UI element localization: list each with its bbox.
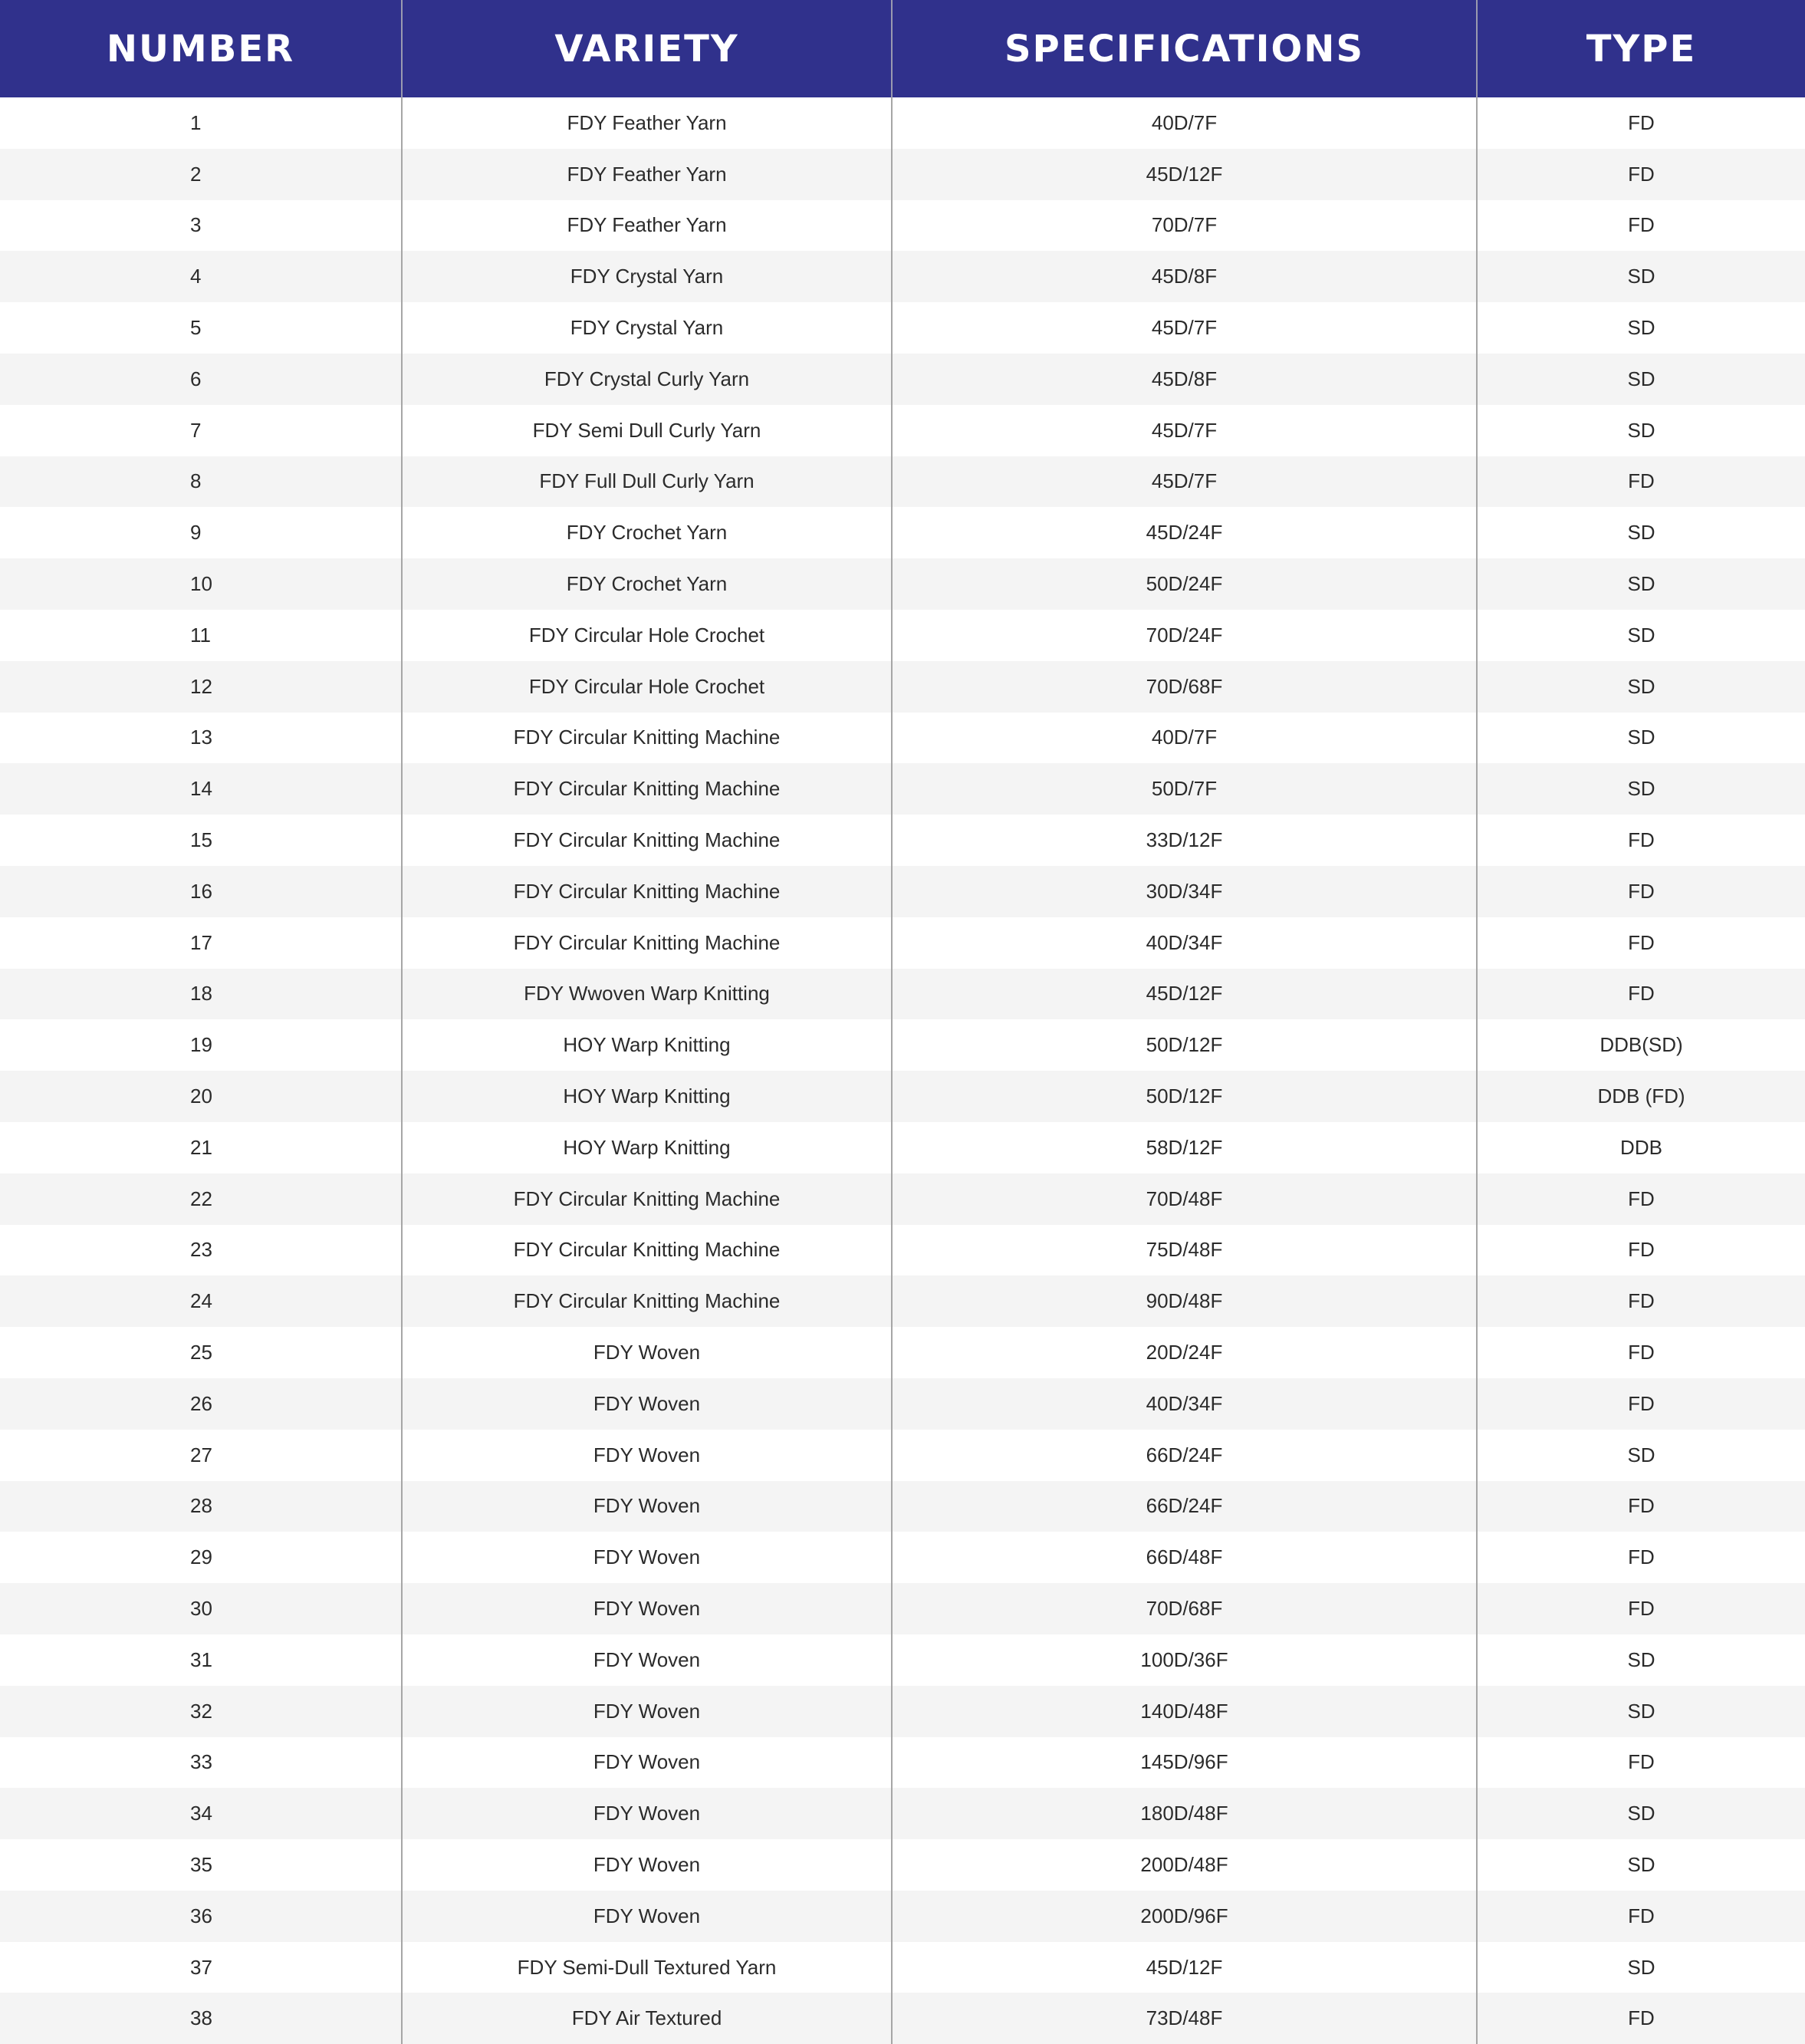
cell-type: SD: [1477, 1430, 1805, 1481]
cell-specifications: 90D/48F: [892, 1275, 1477, 1327]
cell-specifications: 30D/34F: [892, 866, 1477, 917]
table-body: [0, 97, 1805, 2044]
cell-specifications: 40D/34F: [892, 917, 1477, 969]
cell-number: 36: [0, 1891, 402, 1942]
cell-specifications: 45D/12F: [892, 969, 1477, 1020]
table-row: [0, 917, 1805, 969]
cell-variety: FDY Crystal Yarn: [402, 302, 892, 354]
cell-specifications: 70D/24F: [892, 610, 1477, 661]
cell-number: 4: [0, 251, 402, 302]
cell-type: FD: [1477, 200, 1805, 252]
cell-type: SD: [1477, 610, 1805, 661]
cell-type: FD: [1477, 969, 1805, 1020]
cell-variety: FDY Circular Knitting Machine: [402, 1275, 892, 1327]
table-row: [0, 1634, 1805, 1686]
table-row: [0, 969, 1805, 1020]
table-row: [0, 1788, 1805, 1839]
cell-type: FD: [1477, 1583, 1805, 1634]
table-row: [0, 1942, 1805, 1993]
cell-variety: FDY Circular Knitting Machine: [402, 1173, 892, 1225]
table-row: [0, 661, 1805, 713]
cell-type: FD: [1477, 1225, 1805, 1276]
cell-type: SD: [1477, 302, 1805, 354]
cell-number: 28: [0, 1481, 402, 1532]
table-row: [0, 1225, 1805, 1276]
cell-number: 11: [0, 610, 402, 661]
table-row: [0, 456, 1805, 508]
cell-specifications: 45D/12F: [892, 149, 1477, 200]
table-row: [0, 1839, 1805, 1891]
cell-type: FD: [1477, 456, 1805, 508]
cell-number: 26: [0, 1378, 402, 1430]
cell-specifications: 75D/48F: [892, 1225, 1477, 1276]
cell-specifications: 50D/7F: [892, 763, 1477, 815]
header-type: TYPE: [1477, 0, 1805, 97]
cell-specifications: 45D/7F: [892, 405, 1477, 456]
cell-number: 10: [0, 558, 402, 610]
cell-type: DDB (FD): [1477, 1071, 1805, 1122]
cell-specifications: 66D/24F: [892, 1430, 1477, 1481]
cell-number: 31: [0, 1634, 402, 1686]
cell-variety: FDY Feather Yarn: [402, 149, 892, 200]
table-row: [0, 1686, 1805, 1737]
header-row: [0, 0, 1805, 97]
cell-specifications: 40D/7F: [892, 713, 1477, 764]
table-row: [0, 1071, 1805, 1122]
header-specifications: SPECIFICATIONS: [892, 0, 1477, 97]
cell-type: SD: [1477, 405, 1805, 456]
table-row: [0, 558, 1805, 610]
cell-specifications: 73D/48F: [892, 1993, 1477, 2044]
cell-type: SD: [1477, 1634, 1805, 1686]
cell-specifications: 50D/24F: [892, 558, 1477, 610]
table-row: [0, 1891, 1805, 1942]
table-row: [0, 1737, 1805, 1789]
cell-type: FD: [1477, 866, 1805, 917]
header-number: NUMBER: [0, 0, 402, 97]
cell-type: SD: [1477, 1788, 1805, 1839]
cell-number: 22: [0, 1173, 402, 1225]
cell-variety: FDY Circular Knitting Machine: [402, 815, 892, 866]
cell-number: 12: [0, 661, 402, 713]
cell-type: SD: [1477, 354, 1805, 405]
cell-type: SD: [1477, 763, 1805, 815]
cell-variety: FDY Circular Hole Crochet: [402, 661, 892, 713]
cell-variety: FDY Air Textured: [402, 1993, 892, 2044]
table-row: [0, 1430, 1805, 1481]
cell-type: DDB(SD): [1477, 1019, 1805, 1071]
cell-number: 5: [0, 302, 402, 354]
table-row: [0, 1583, 1805, 1634]
cell-number: 13: [0, 713, 402, 764]
cell-type: FD: [1477, 1532, 1805, 1583]
table-row: [0, 1327, 1805, 1378]
cell-variety: FDY Semi-Dull Textured Yarn: [402, 1942, 892, 1993]
cell-number: 3: [0, 200, 402, 252]
cell-variety: FDY Crochet Yarn: [402, 507, 892, 558]
header-variety: VARIETY: [402, 0, 892, 97]
cell-number: 32: [0, 1686, 402, 1737]
table-row: [0, 507, 1805, 558]
cell-variety: FDY Woven: [402, 1737, 892, 1789]
table-row: [0, 97, 1805, 149]
cell-type: FD: [1477, 917, 1805, 969]
cell-variety: FDY Circular Knitting Machine: [402, 763, 892, 815]
cell-type: FD: [1477, 1173, 1805, 1225]
cell-number: 38: [0, 1993, 402, 2044]
cell-specifications: 58D/12F: [892, 1122, 1477, 1173]
cell-variety: FDY Woven: [402, 1788, 892, 1839]
cell-number: 14: [0, 763, 402, 815]
cell-variety: FDY Semi Dull Curly Yarn: [402, 405, 892, 456]
cell-type: FD: [1477, 1327, 1805, 1378]
cell-variety: FDY Woven: [402, 1430, 892, 1481]
cell-type: DDB: [1477, 1122, 1805, 1173]
cell-number: 29: [0, 1532, 402, 1583]
cell-specifications: 40D/34F: [892, 1378, 1477, 1430]
cell-type: SD: [1477, 661, 1805, 713]
cell-variety: FDY Woven: [402, 1532, 892, 1583]
cell-variety: FDY Woven: [402, 1686, 892, 1737]
cell-number: 16: [0, 866, 402, 917]
cell-variety: FDY Crystal Yarn: [402, 251, 892, 302]
cell-specifications: 66D/24F: [892, 1481, 1477, 1532]
cell-specifications: 70D/68F: [892, 1583, 1477, 1634]
cell-variety: FDY Woven: [402, 1891, 892, 1942]
cell-type: SD: [1477, 1839, 1805, 1891]
cell-type: FD: [1477, 1891, 1805, 1942]
cell-number: 9: [0, 507, 402, 558]
cell-number: 34: [0, 1788, 402, 1839]
cell-number: 18: [0, 969, 402, 1020]
cell-specifications: 50D/12F: [892, 1071, 1477, 1122]
cell-number: 23: [0, 1225, 402, 1276]
cell-specifications: 50D/12F: [892, 1019, 1477, 1071]
cell-type: FD: [1477, 149, 1805, 200]
cell-specifications: 40D/7F: [892, 97, 1477, 149]
cell-variety: FDY Full Dull Curly Yarn: [402, 456, 892, 508]
cell-specifications: 45D/24F: [892, 507, 1477, 558]
cell-variety: HOY Warp Knitting: [402, 1122, 892, 1173]
cell-type: FD: [1477, 1737, 1805, 1789]
cell-variety: FDY Circular Hole Crochet: [402, 610, 892, 661]
cell-specifications: 70D/48F: [892, 1173, 1477, 1225]
cell-variety: FDY Woven: [402, 1839, 892, 1891]
cell-specifications: 100D/36F: [892, 1634, 1477, 1686]
cell-variety: FDY Circular Knitting Machine: [402, 866, 892, 917]
cell-number: 17: [0, 917, 402, 969]
cell-specifications: 45D/8F: [892, 251, 1477, 302]
cell-type: FD: [1477, 815, 1805, 866]
cell-number: 19: [0, 1019, 402, 1071]
table-row: [0, 1993, 1805, 2044]
cell-number: 20: [0, 1071, 402, 1122]
cell-variety: FDY Woven: [402, 1378, 892, 1430]
cell-specifications: 45D/7F: [892, 456, 1477, 508]
table-row: [0, 713, 1805, 764]
cell-variety: FDY Crochet Yarn: [402, 558, 892, 610]
cell-type: SD: [1477, 1686, 1805, 1737]
table-row: [0, 1019, 1805, 1071]
cell-number: 24: [0, 1275, 402, 1327]
table-row: [0, 866, 1805, 917]
cell-specifications: 45D/12F: [892, 1942, 1477, 1993]
cell-number: 2: [0, 149, 402, 200]
table-row: [0, 1532, 1805, 1583]
cell-specifications: 140D/48F: [892, 1686, 1477, 1737]
table-row: [0, 1481, 1805, 1532]
cell-variety: FDY Woven: [402, 1481, 892, 1532]
cell-variety: HOY Warp Knitting: [402, 1071, 892, 1122]
cell-variety: FDY Woven: [402, 1327, 892, 1378]
cell-specifications: 70D/7F: [892, 200, 1477, 252]
cell-number: 15: [0, 815, 402, 866]
cell-type: FD: [1477, 97, 1805, 149]
cell-type: SD: [1477, 251, 1805, 302]
cell-number: 37: [0, 1942, 402, 1993]
table-row: [0, 1173, 1805, 1225]
cell-number: 1: [0, 97, 402, 149]
cell-specifications: 70D/68F: [892, 661, 1477, 713]
cell-number: 21: [0, 1122, 402, 1173]
cell-specifications: 200D/96F: [892, 1891, 1477, 1942]
cell-variety: FDY Woven: [402, 1634, 892, 1686]
cell-number: 6: [0, 354, 402, 405]
cell-variety: FDY Crystal Curly Yarn: [402, 354, 892, 405]
table-row: [0, 1122, 1805, 1173]
table-row: [0, 200, 1805, 252]
cell-type: SD: [1477, 507, 1805, 558]
cell-specifications: 45D/8F: [892, 354, 1477, 405]
table-row: [0, 815, 1805, 866]
cell-type: SD: [1477, 1942, 1805, 1993]
cell-number: 35: [0, 1839, 402, 1891]
table-row: [0, 302, 1805, 354]
cell-number: 33: [0, 1737, 402, 1789]
cell-variety: FDY Feather Yarn: [402, 200, 892, 252]
cell-specifications: 33D/12F: [892, 815, 1477, 866]
cell-specifications: 20D/24F: [892, 1327, 1477, 1378]
table-row: [0, 1378, 1805, 1430]
cell-variety: FDY Circular Knitting Machine: [402, 713, 892, 764]
cell-type: FD: [1477, 1481, 1805, 1532]
cell-type: FD: [1477, 1378, 1805, 1430]
table-row: [0, 405, 1805, 456]
cell-variety: FDY Wwoven Warp Knitting: [402, 969, 892, 1020]
cell-type: SD: [1477, 558, 1805, 610]
table-row: [0, 354, 1805, 405]
cell-variety: HOY Warp Knitting: [402, 1019, 892, 1071]
cell-specifications: 145D/96F: [892, 1737, 1477, 1789]
cell-variety: FDY Circular Knitting Machine: [402, 1225, 892, 1276]
table-row: [0, 610, 1805, 661]
cell-number: 27: [0, 1430, 402, 1481]
table-row: [0, 149, 1805, 200]
cell-variety: FDY Woven: [402, 1583, 892, 1634]
cell-number: 30: [0, 1583, 402, 1634]
cell-number: 25: [0, 1327, 402, 1378]
cell-number: 7: [0, 405, 402, 456]
cell-variety: FDY Circular Knitting Machine: [402, 917, 892, 969]
cell-specifications: 200D/48F: [892, 1839, 1477, 1891]
cell-number: 8: [0, 456, 402, 508]
table-row: [0, 251, 1805, 302]
table-row: [0, 763, 1805, 815]
cell-specifications: 45D/7F: [892, 302, 1477, 354]
cell-specifications: 66D/48F: [892, 1532, 1477, 1583]
cell-specifications: 180D/48F: [892, 1788, 1477, 1839]
cell-type: FD: [1477, 1275, 1805, 1327]
table-row: [0, 1275, 1805, 1327]
cell-type: SD: [1477, 713, 1805, 764]
table-header: [0, 0, 1805, 97]
cell-type: FD: [1477, 1993, 1805, 2044]
cell-variety: FDY Feather Yarn: [402, 97, 892, 149]
